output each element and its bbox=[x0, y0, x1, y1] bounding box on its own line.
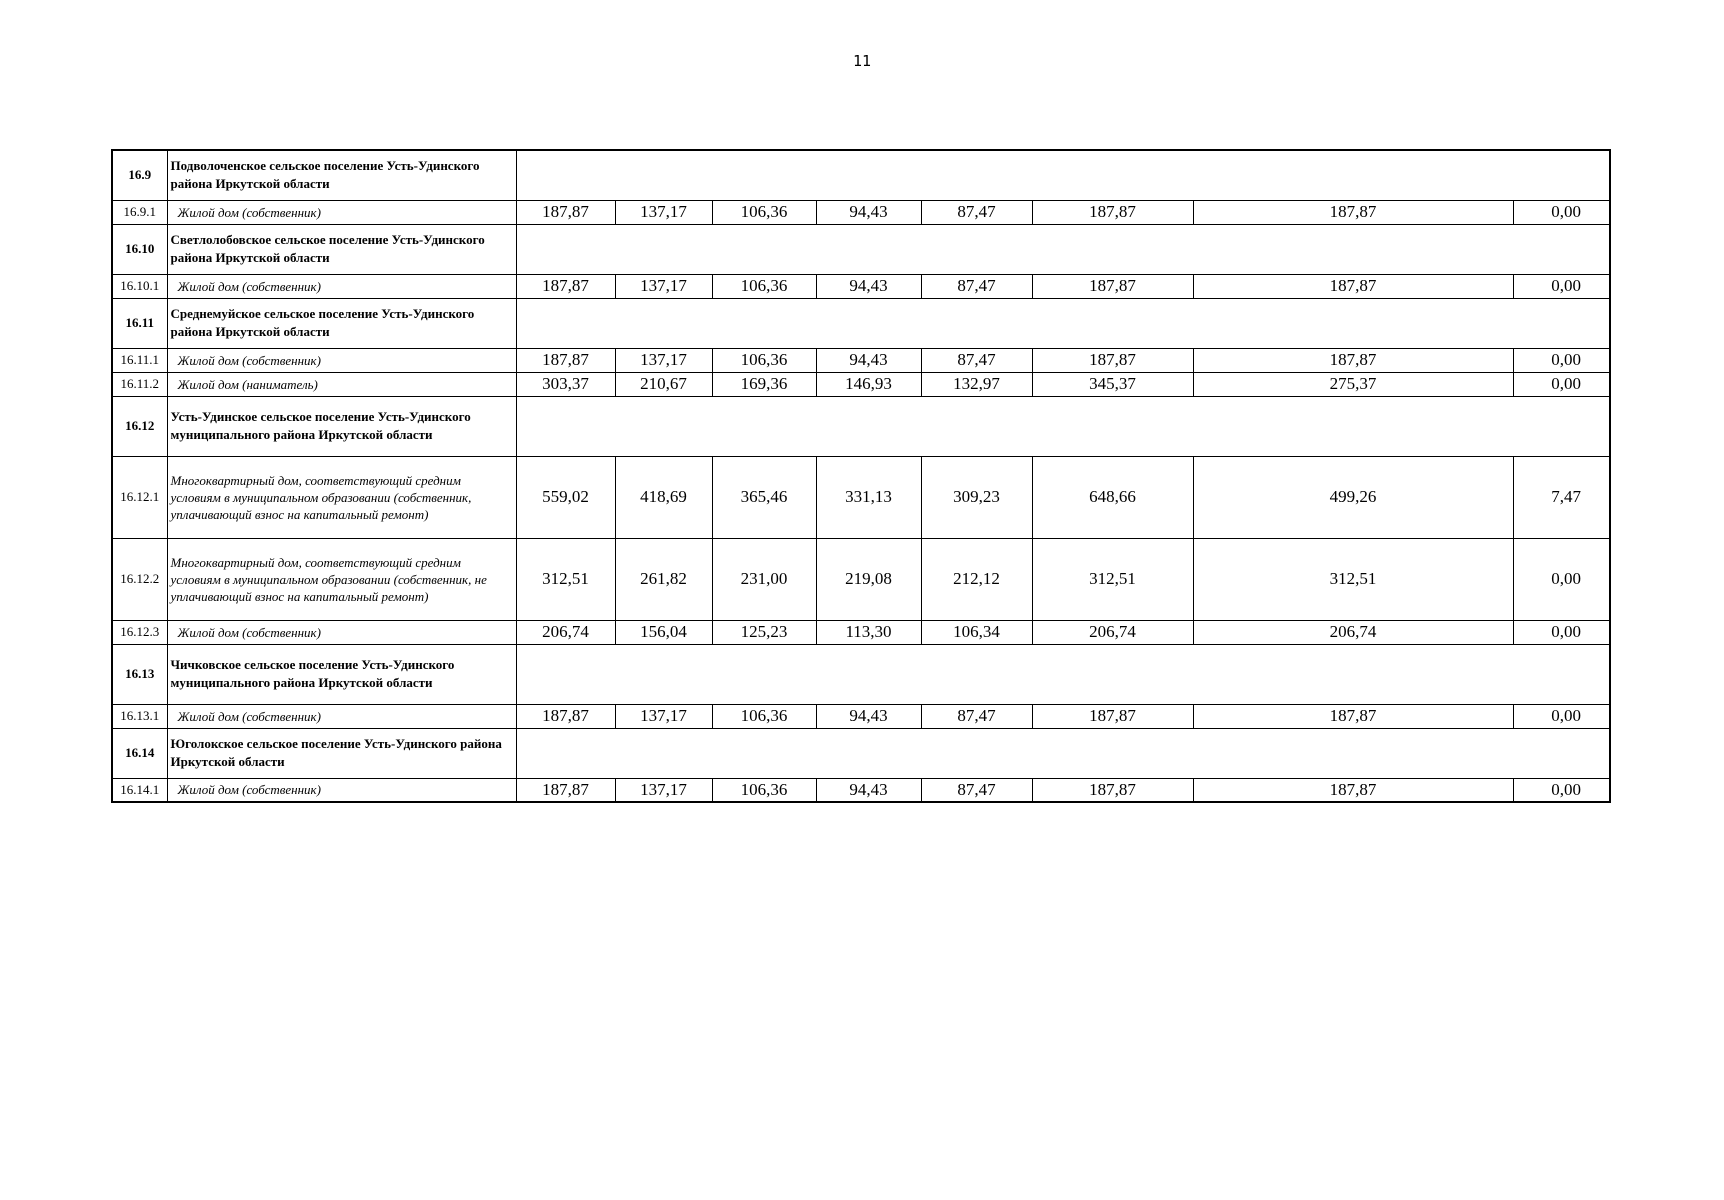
section-empty-cell bbox=[516, 644, 1610, 704]
value-cell: 137,17 bbox=[615, 704, 712, 728]
value-cell: 0,00 bbox=[1513, 274, 1610, 298]
value-cell: 106,36 bbox=[712, 778, 816, 802]
value-cell: 137,17 bbox=[615, 778, 712, 802]
value-cell: 0,00 bbox=[1513, 704, 1610, 728]
section-name: Усть-Удинское сельское поселение Усть-Удинского муниципального района Иркутской области bbox=[167, 396, 516, 456]
row-code: 16.13 bbox=[112, 644, 167, 704]
value-cell: 648,66 bbox=[1032, 456, 1193, 538]
section-row bbox=[112, 150, 1610, 200]
value-cell: 331,13 bbox=[816, 456, 921, 538]
value-cell: 187,87 bbox=[1032, 200, 1193, 224]
section-row bbox=[112, 644, 1610, 704]
value-cell: 94,43 bbox=[816, 778, 921, 802]
item-row bbox=[112, 456, 1610, 538]
item-row bbox=[112, 620, 1610, 644]
value-cell: 187,87 bbox=[1032, 274, 1193, 298]
row-description: Жилой дом (собственник) bbox=[167, 348, 516, 372]
section-name: Светлолобовское сельское поселение Усть-Удинского района Иркутской области bbox=[167, 224, 516, 274]
item-row bbox=[112, 778, 1610, 802]
row-description: Жилой дом (собственник) bbox=[167, 778, 516, 802]
row-code: 16.10 bbox=[112, 224, 167, 274]
value-cell: 312,51 bbox=[1193, 538, 1513, 620]
value-cell: 7,47 bbox=[1513, 456, 1610, 538]
section-row bbox=[112, 298, 1610, 348]
row-code: 16.12.1 bbox=[112, 456, 167, 538]
value-cell: 94,43 bbox=[816, 200, 921, 224]
value-cell: 365,46 bbox=[712, 456, 816, 538]
row-description: Жилой дом (собственник) bbox=[167, 620, 516, 644]
item-row bbox=[112, 372, 1610, 396]
row-code: 16.12.2 bbox=[112, 538, 167, 620]
row-code: 16.12.3 bbox=[112, 620, 167, 644]
section-row bbox=[112, 396, 1610, 456]
row-code: 16.14.1 bbox=[112, 778, 167, 802]
item-row bbox=[112, 538, 1610, 620]
value-cell: 187,87 bbox=[1193, 704, 1513, 728]
row-description: Многоквартирный дом, соответствующий средним условиям в муниципальном образовании (собственник, не уплачивающий взнос на капитальный ремонт) bbox=[167, 538, 516, 620]
row-code: 16.10.1 bbox=[112, 274, 167, 298]
value-cell: 106,36 bbox=[712, 704, 816, 728]
value-cell: 94,43 bbox=[816, 348, 921, 372]
value-cell: 137,17 bbox=[615, 200, 712, 224]
tariff-table bbox=[111, 149, 1611, 803]
section-row bbox=[112, 728, 1610, 778]
value-cell: 187,87 bbox=[516, 348, 615, 372]
row-code: 16.14 bbox=[112, 728, 167, 778]
value-cell: 0,00 bbox=[1513, 620, 1610, 644]
section-name: Юголокское сельское поселение Усть-Удинского района Иркутской области bbox=[167, 728, 516, 778]
value-cell: 187,87 bbox=[1032, 704, 1193, 728]
value-cell: 87,47 bbox=[921, 274, 1032, 298]
value-cell: 132,97 bbox=[921, 372, 1032, 396]
value-cell: 106,34 bbox=[921, 620, 1032, 644]
value-cell: 106,36 bbox=[712, 274, 816, 298]
page-number: 11 bbox=[852, 52, 872, 70]
value-cell: 169,36 bbox=[712, 372, 816, 396]
section-name: Среднемуйское сельское поселение Усть-Удинского района Иркутской области bbox=[167, 298, 516, 348]
value-cell: 187,87 bbox=[516, 704, 615, 728]
value-cell: 212,12 bbox=[921, 538, 1032, 620]
value-cell: 187,87 bbox=[516, 274, 615, 298]
section-name: Чичковское сельское поселение Усть-Удинского муниципального района Иркутской области bbox=[167, 644, 516, 704]
value-cell: 559,02 bbox=[516, 456, 615, 538]
row-description: Жилой дом (собственник) bbox=[167, 704, 516, 728]
value-cell: 499,26 bbox=[1193, 456, 1513, 538]
value-cell: 0,00 bbox=[1513, 348, 1610, 372]
value-cell: 87,47 bbox=[921, 200, 1032, 224]
row-description: Жилой дом (наниматель) bbox=[167, 372, 516, 396]
value-cell: 187,87 bbox=[1193, 200, 1513, 224]
value-cell: 418,69 bbox=[615, 456, 712, 538]
value-cell: 187,87 bbox=[516, 778, 615, 802]
value-cell: 187,87 bbox=[1032, 778, 1193, 802]
value-cell: 312,51 bbox=[516, 538, 615, 620]
value-cell: 303,37 bbox=[516, 372, 615, 396]
value-cell: 187,87 bbox=[1193, 274, 1513, 298]
row-code: 16.12 bbox=[112, 396, 167, 456]
value-cell: 87,47 bbox=[921, 778, 1032, 802]
row-description: Многоквартирный дом, соответствующий средним условиям в муниципальном образовании (собственник, уплачивающий взнос на капитальный ремонт) bbox=[167, 456, 516, 538]
value-cell: 345,37 bbox=[1032, 372, 1193, 396]
value-cell: 87,47 bbox=[921, 348, 1032, 372]
item-row bbox=[112, 704, 1610, 728]
value-cell: 0,00 bbox=[1513, 372, 1610, 396]
value-cell: 261,82 bbox=[615, 538, 712, 620]
value-cell: 275,37 bbox=[1193, 372, 1513, 396]
value-cell: 206,74 bbox=[516, 620, 615, 644]
section-empty-cell bbox=[516, 298, 1610, 348]
value-cell: 156,04 bbox=[615, 620, 712, 644]
item-row bbox=[112, 274, 1610, 298]
value-cell: 187,87 bbox=[516, 200, 615, 224]
value-cell: 187,87 bbox=[1193, 348, 1513, 372]
section-empty-cell bbox=[516, 150, 1610, 200]
section-row bbox=[112, 224, 1610, 274]
value-cell: 231,00 bbox=[712, 538, 816, 620]
item-row bbox=[112, 200, 1610, 224]
value-cell: 206,74 bbox=[1032, 620, 1193, 644]
value-cell: 106,36 bbox=[712, 200, 816, 224]
row-code: 16.11.2 bbox=[112, 372, 167, 396]
value-cell: 206,74 bbox=[1193, 620, 1513, 644]
value-cell: 94,43 bbox=[816, 704, 921, 728]
value-cell: 0,00 bbox=[1513, 538, 1610, 620]
section-empty-cell bbox=[516, 224, 1610, 274]
section-empty-cell bbox=[516, 728, 1610, 778]
value-cell: 0,00 bbox=[1513, 778, 1610, 802]
row-code: 16.11.1 bbox=[112, 348, 167, 372]
row-code: 16.9 bbox=[112, 150, 167, 200]
section-name: Подволоченское сельское поселение Усть-Удинского района Иркутской области bbox=[167, 150, 516, 200]
row-code: 16.11 bbox=[112, 298, 167, 348]
value-cell: 113,30 bbox=[816, 620, 921, 644]
value-cell: 187,87 bbox=[1193, 778, 1513, 802]
value-cell: 187,87 bbox=[1032, 348, 1193, 372]
row-code: 16.9.1 bbox=[112, 200, 167, 224]
value-cell: 125,23 bbox=[712, 620, 816, 644]
table-body bbox=[112, 150, 1610, 802]
value-cell: 210,67 bbox=[615, 372, 712, 396]
section-empty-cell bbox=[516, 396, 1610, 456]
row-code: 16.13.1 bbox=[112, 704, 167, 728]
value-cell: 219,08 bbox=[816, 538, 921, 620]
value-cell: 137,17 bbox=[615, 274, 712, 298]
row-description: Жилой дом (собственник) bbox=[167, 274, 516, 298]
value-cell: 309,23 bbox=[921, 456, 1032, 538]
value-cell: 106,36 bbox=[712, 348, 816, 372]
item-row bbox=[112, 348, 1610, 372]
value-cell: 146,93 bbox=[816, 372, 921, 396]
value-cell: 94,43 bbox=[816, 274, 921, 298]
value-cell: 137,17 bbox=[615, 348, 712, 372]
row-description: Жилой дом (собственник) bbox=[167, 200, 516, 224]
value-cell: 0,00 bbox=[1513, 200, 1610, 224]
value-cell: 312,51 bbox=[1032, 538, 1193, 620]
value-cell: 87,47 bbox=[921, 704, 1032, 728]
